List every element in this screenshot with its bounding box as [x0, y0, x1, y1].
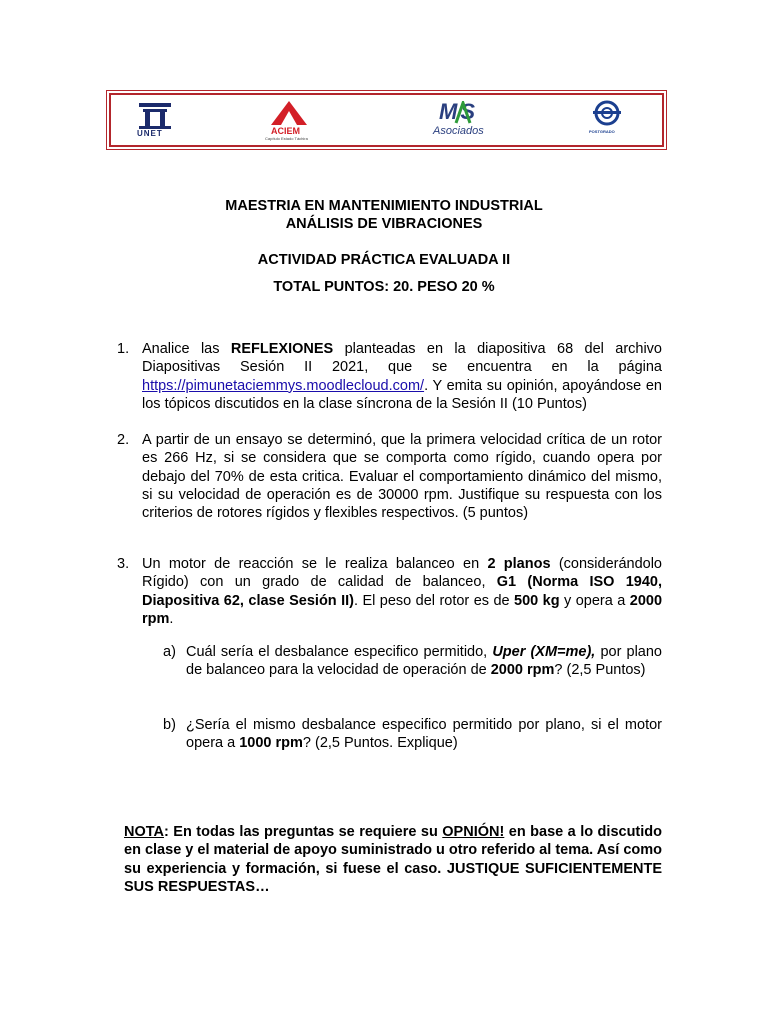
qb-bold-rpm: 1000 rpm: [239, 735, 303, 752]
moodle-link[interactable]: https://pimunetaciemmys.moodlecloud.com/: [142, 377, 425, 394]
q1-bold-reflexiones: REFLEXIONES: [230, 341, 334, 357]
header-banner: [109, 93, 664, 147]
question-1: [142, 340, 662, 413]
q3-bold-rpm: 2000 rpm: [142, 592, 663, 627]
nota-paragraph: [124, 823, 662, 896]
qa-text-1: Cuál sería el desbalance especifico permitido,: [186, 644, 493, 660]
q3-text-4: y opera a: [559, 592, 630, 609]
title-line-1: MAESTRIA EN MANTENIMIENTO INDUSTRIAL: [225, 198, 543, 214]
question-a-label: a): [163, 644, 176, 660]
nota-text-2: en base a lo discutido en clase y el material de apoyo suministrado u otro referido al tema. Así como su experiencia y formación, si fuese el caso. JUSTIQUE SUFICIENTEMENTE SUS RESPUESTAS…: [124, 824, 662, 895]
question-b: [186, 716, 662, 753]
question-b-label: b): [163, 717, 176, 733]
ms-logo-text: MS: [439, 99, 478, 124]
q3-bold-planos: 2 planos: [487, 556, 551, 572]
activity-title: ACTIVIDAD PRÁCTICA EVALUADA II: [257, 252, 511, 268]
nota-text-1: : En todas las preguntas se requiere su: [164, 824, 443, 840]
q3-bold-weight: 500 kg: [514, 592, 560, 609]
question-3: [142, 555, 662, 628]
question-2: A partir de un ensayo se determinó, que la primera velocidad crítica de un rotor es 266 Hz, si se considera que se comporta como rígido, cuando opera por debajo del 70% de esta critica. Evaluar el comportamiento dinámico del mismo, si su velocidad de operación es de 30000 rpm. Justifique su respuesta con los criterios de rotores rígidos y flexibles respectivos. (5 puntos): [142, 432, 662, 522]
qb-text-1: ¿Sería el mismo desbalance especifico permitido por plano, si el motor opera a: [186, 717, 662, 752]
question-3-number: 3.: [117, 556, 130, 572]
q3-bold-norma: G1 (Norma ISO 1940, Diapositiva 62, clase Sesión II): [142, 574, 663, 609]
qa-text-3: ? (2,5 Puntos): [554, 662, 646, 679]
ms-asociados-logo: [429, 99, 493, 143]
nota-label: NOTA: [124, 824, 165, 840]
q3-text-2: (considerándolo Rígido) con un grado de calidad de balanceo,: [142, 556, 662, 591]
question-a: [186, 643, 662, 680]
q1-text-3: . Y emita su opinión, apoyándose en los tópicos discutidos en la clase síncrona de la Sesión II (10 Puntos): [142, 377, 662, 412]
title-line-2: ANÁLISIS DE VIBRACIONES: [285, 216, 483, 232]
postgrado-logo-text: POSTGRADO: [589, 129, 615, 134]
ms-logo-subtext: Asociados: [433, 125, 484, 137]
aciem-logo-text: ACIEM: [271, 126, 300, 136]
qb-text-2: ? (2,5 Puntos. Explique): [302, 735, 458, 752]
unet-logo-text: UNET: [137, 129, 163, 138]
aciem-logo-subtext: Capítulo Estado Táchira: [265, 136, 308, 141]
qa-uper: Uper (XM=me),: [492, 644, 596, 660]
qa-bold-rpm: 2000 rpm: [490, 662, 555, 679]
unet-logo: [133, 99, 177, 143]
qa-text-2: por plano de balanceo para la velocidad de operación de: [186, 644, 662, 679]
q1-text-2: planteadas en la diapositiva 68 del archivo Diapositivas Sesión II 2021, que se encuentra en la página: [142, 341, 662, 376]
nota-opinion: OPNIÓN!: [442, 824, 505, 840]
q3-text-5: .: [169, 610, 174, 627]
q3-text-3: . El peso del rotor es de: [353, 592, 515, 609]
question-2-number: 2.: [117, 432, 130, 448]
question-1-number: 1.: [117, 341, 130, 357]
q3-text-1: Un motor de reacción se le realiza balanceo en: [142, 556, 488, 572]
postgrado-logo: [587, 99, 627, 143]
q1-text-1: Analice las: [142, 341, 231, 357]
total-points: TOTAL PUNTOS: 20. PESO 20 %: [273, 279, 495, 295]
aciem-logo: [261, 99, 317, 143]
